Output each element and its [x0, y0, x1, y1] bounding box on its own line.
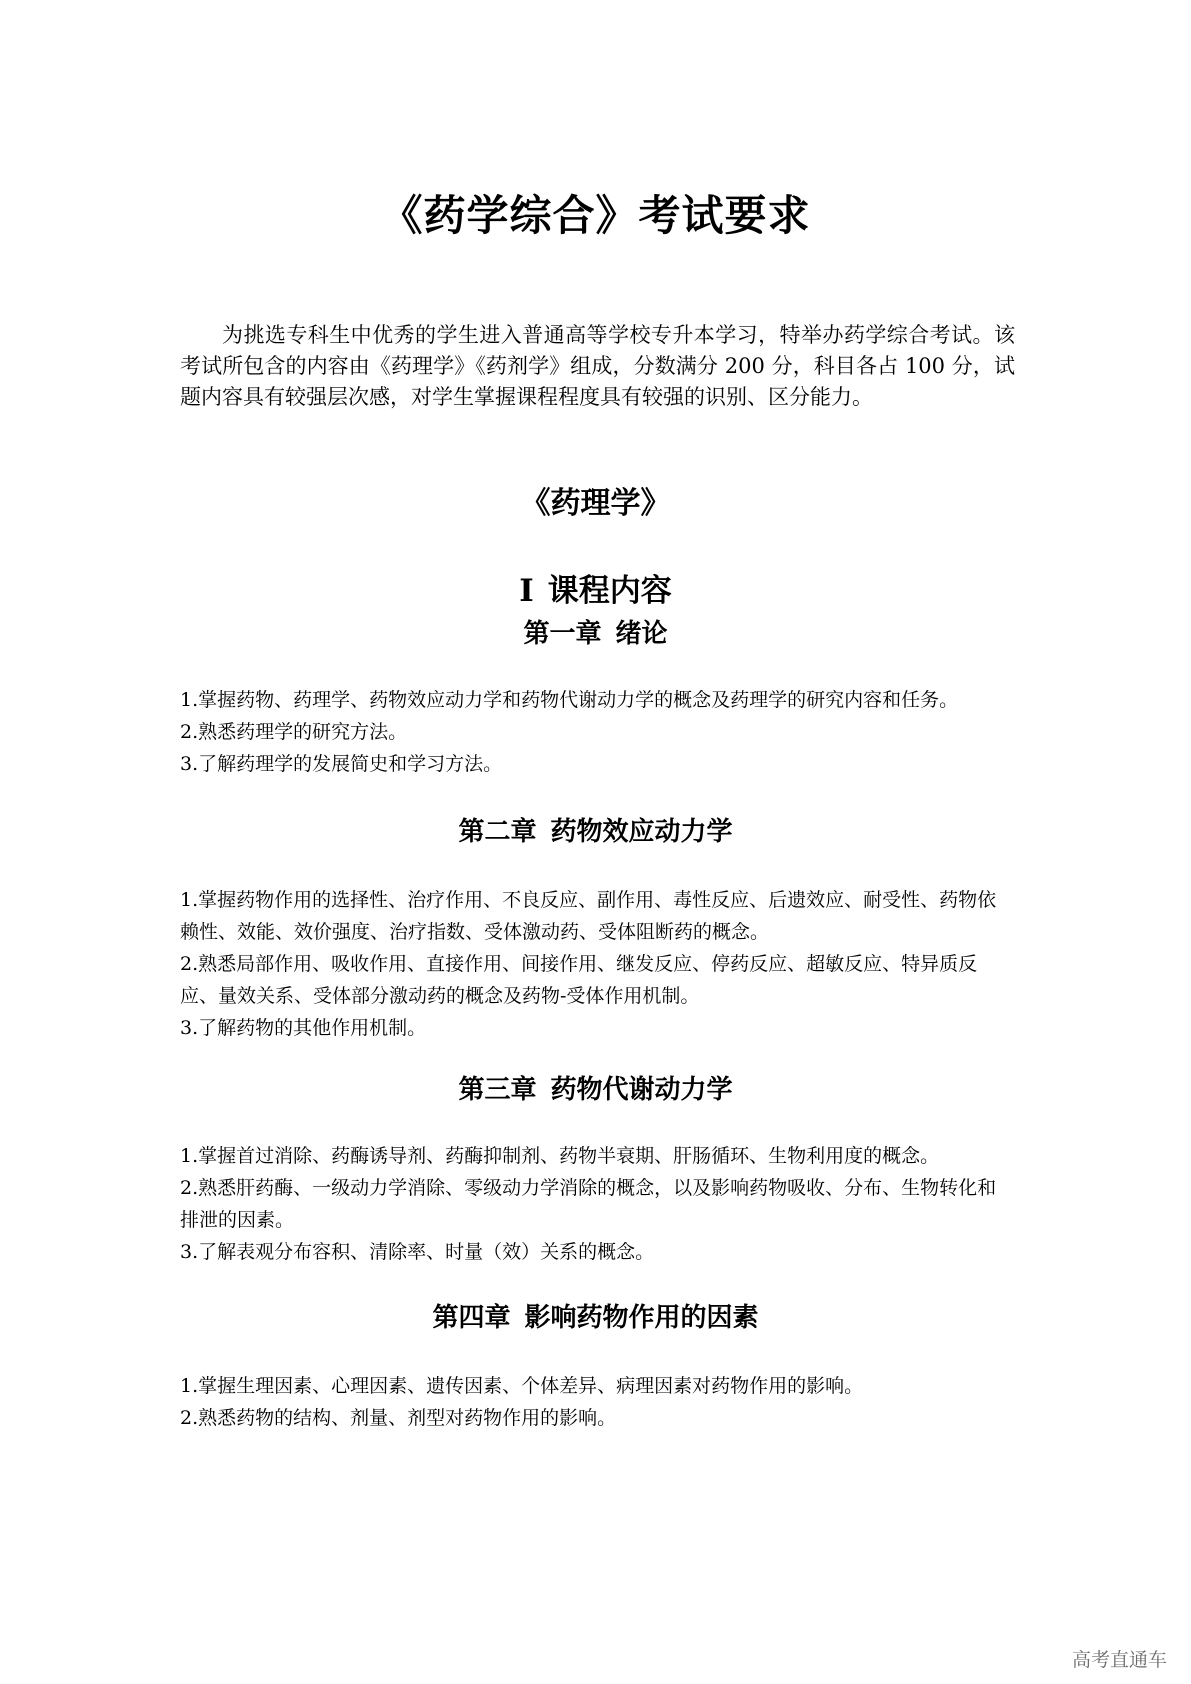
- chapter-number: 第一章: [523, 619, 602, 649]
- list-item: 3.了解表观分布容积、清除率、时量（效）关系的概念。: [180, 1241, 655, 1263]
- list-item: 2.熟悉药物的结构、剂量、剂型对药物作用的影响。: [180, 1407, 617, 1429]
- chapter-item-list: [180, 1370, 1015, 1434]
- chapter-1: [0, 616, 1191, 775]
- chapter-item-list: [180, 684, 1015, 780]
- watermark-text: 高考直通车: [1071, 1649, 1167, 1671]
- list-item: 1.掌握药物作用的选择性、治疗作用、不良反应、副作用、毒性反应、后遗效应、耐受性、药物依赖性、效能、效价强度、治疗指数、受体激动药、受体阻断药的概念。: [180, 889, 997, 943]
- chapter-number: 第三章: [458, 1075, 537, 1105]
- list-item: 3.了解药物的其他作用机制。: [180, 1017, 427, 1039]
- chapter-2: [0, 814, 1191, 1039]
- list-item: 1.掌握药物、药理学、药物效应动力学和药物代谢动力学的概念及药理学的研究内容和任务。: [180, 689, 959, 711]
- intro-paragraph: 为挑选专科生中优秀的学生进入普通高等学校专升本学习，特举办药学综合考试。该考试所包含的内容由《药理学》《药剂学》组成，分数满分 200 分，科目各占 100 分，试题内容具有较强层次感，对学生掌握课程程度具有较强的识别、区分能力。: [180, 323, 1015, 409]
- chapter-name: 绪论: [615, 619, 668, 649]
- chapter-title: [0, 814, 1191, 850]
- list-item: 2.熟悉肝药酶、一级动力学消除、零级动力学消除的概念，以及影响药物吸收、分布、生物转化和排泄的因素。: [180, 1177, 997, 1231]
- chapter-title: [0, 1300, 1191, 1336]
- list-item: 3.了解药理学的发展简史和学习方法。: [180, 753, 503, 775]
- chapter-title: [0, 1072, 1191, 1108]
- chapter-name: 药物代谢动力学: [550, 1075, 733, 1105]
- chapter-3: [0, 1072, 1191, 1263]
- chapter-title: [0, 616, 1191, 652]
- chapter-number: 第二章: [458, 817, 537, 847]
- part-numeral: I: [519, 573, 534, 609]
- chapter-number: 第四章: [432, 1303, 511, 1333]
- document-title: 《药学综合》考试要求: [380, 191, 811, 240]
- chapter-name: 药物效应动力学: [550, 817, 733, 847]
- list-item: 2.熟悉药理学的研究方法。: [180, 721, 408, 743]
- part-title: [0, 570, 1191, 612]
- list-item: 1.掌握生理因素、心理因素、遗传因素、个体差异、病理因素对药物作用的影响。: [180, 1375, 864, 1397]
- list-item: 1.掌握首过消除、药酶诱导剂、药酶抑制剂、药物半衰期、肝肠循环、生物利用度的概念。: [180, 1145, 940, 1167]
- subject-title: 《药理学》: [520, 486, 671, 521]
- part-label: 课程内容: [547, 573, 672, 609]
- chapter-name: 影响药物作用的因素: [524, 1303, 759, 1333]
- list-item: 2.熟悉局部作用、吸收作用、直接作用、间接作用、继发反应、停药反应、超敏反应、特异质反应、量效关系、受体部分激动药的概念及药物-受体作用机制。: [180, 953, 978, 1007]
- chapter-4: [0, 1300, 1191, 1429]
- chapter-item-list: [180, 1140, 1015, 1268]
- chapter-item-list: [180, 884, 1015, 1044]
